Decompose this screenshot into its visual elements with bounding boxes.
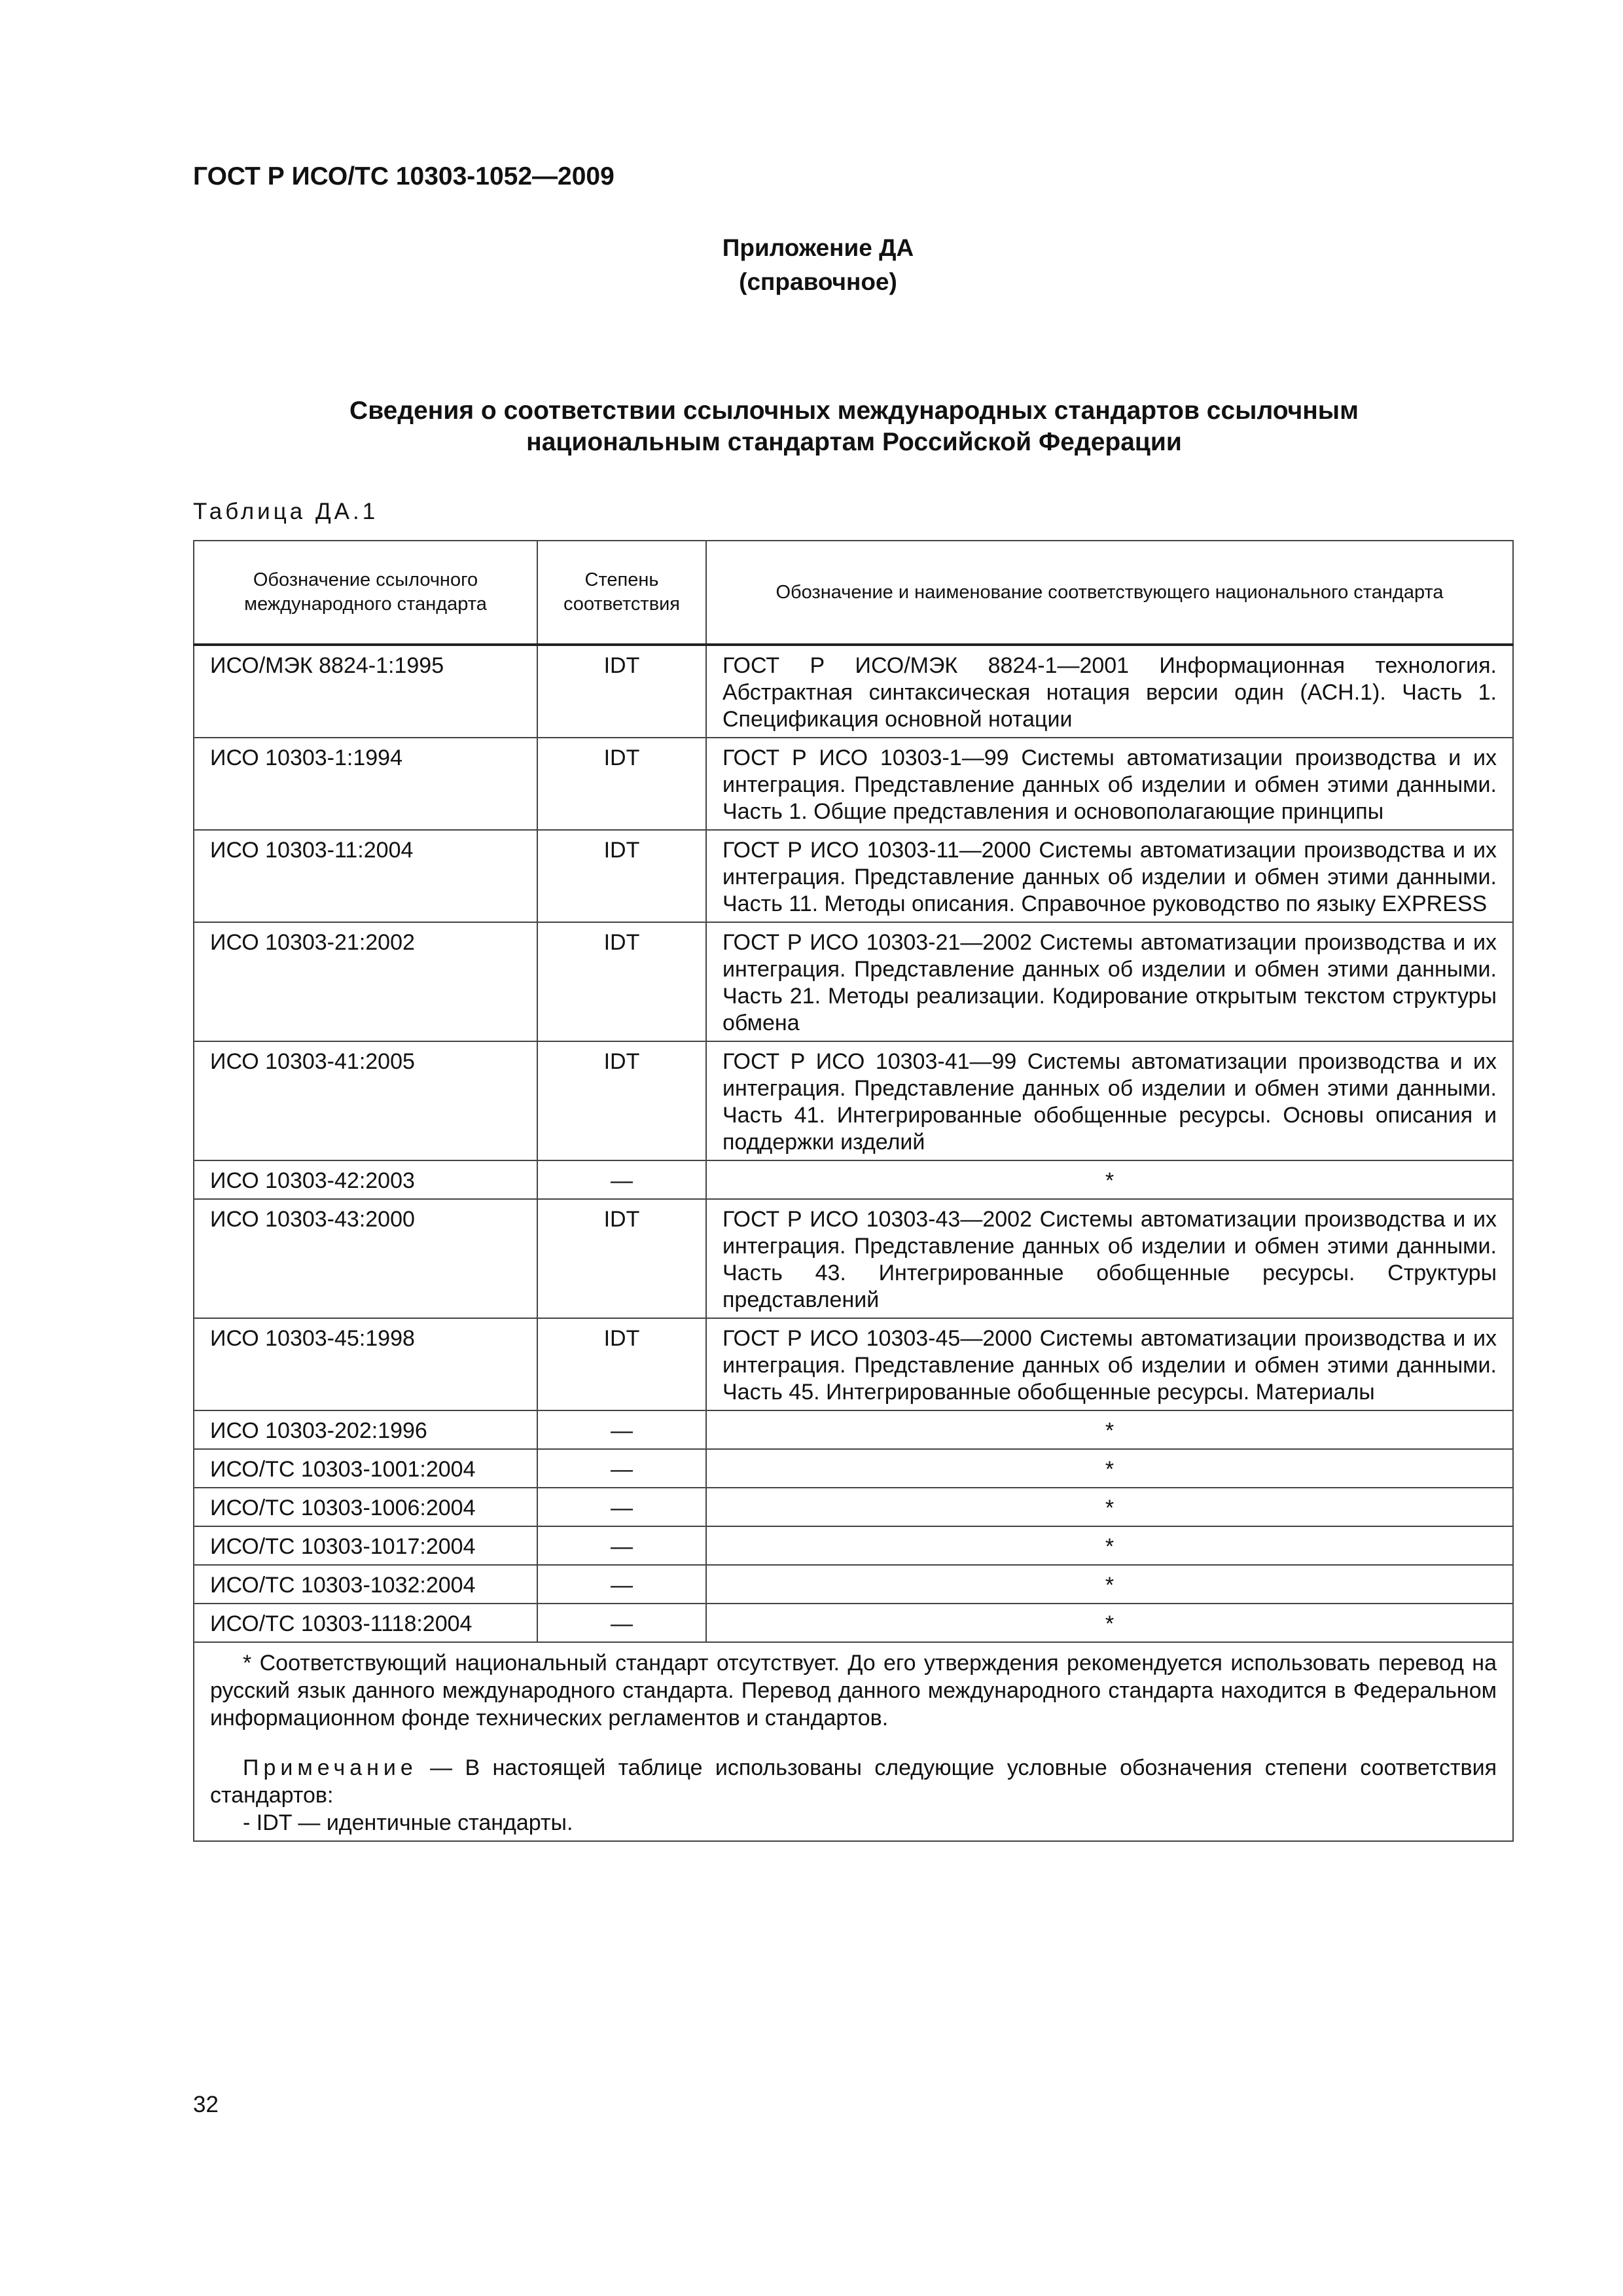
table-row bbox=[194, 1449, 1513, 1488]
section-title-line-2: национальным стандартам Российской Федерации bbox=[526, 428, 1182, 456]
cell-international-standard: ИСО 10303-202:1996 bbox=[194, 1410, 537, 1449]
section-title bbox=[193, 395, 1515, 458]
cell-national-standard: * bbox=[706, 1526, 1513, 1565]
cell-international-standard: ИСО/ТС 10303-1118:2004 bbox=[194, 1604, 537, 1642]
table-row bbox=[194, 1488, 1513, 1526]
cell-international-standard: ИСО/ТС 10303-1032:2004 bbox=[194, 1565, 537, 1604]
table-row bbox=[194, 830, 1513, 922]
cell-degree: — bbox=[537, 1160, 706, 1199]
cell-national-standard: ГОСТ Р ИСО 10303-41—99 Системы автоматизации производства и их интеграция. Представление данных об изделии и обмен этими данными. Часть 41. Интегрированные обобщенные ресурсы. Основы описания и поддержки изделий bbox=[706, 1041, 1513, 1160]
cell-degree: IDT bbox=[537, 922, 706, 1041]
table-row bbox=[194, 922, 1513, 1041]
cell-international-standard: ИСО 10303-21:2002 bbox=[194, 922, 537, 1041]
table-row bbox=[194, 1604, 1513, 1642]
cell-national-standard: ГОСТ Р ИСО 10303-21—2002 Системы автоматизации производства и их интеграция. Представление данных об изделии и обмен этими данными. Часть 21. Методы реализации. Кодирование открытым текстом структуры обмена bbox=[706, 922, 1513, 1041]
cell-degree: — bbox=[537, 1526, 706, 1565]
cell-international-standard: ИСО/МЭК 8824-1:1995 bbox=[194, 645, 537, 738]
cell-national-standard: ГОСТ Р ИСО 10303-45—2000 Системы автоматизации производства и их интеграция. Представление данных об изделии и обмен этими данными. Часть 45. Интегрированные обобщенные ресурсы. Материалы bbox=[706, 1318, 1513, 1410]
cell-degree: IDT bbox=[537, 1041, 706, 1160]
annex-title: Приложение ДА bbox=[722, 234, 914, 261]
table-row bbox=[194, 1041, 1513, 1160]
cell-international-standard: ИСО 10303-41:2005 bbox=[194, 1041, 537, 1160]
cell-degree: IDT bbox=[537, 738, 706, 830]
table-footer bbox=[194, 1642, 1513, 1841]
table-row bbox=[194, 1410, 1513, 1449]
cell-degree: — bbox=[537, 1604, 706, 1642]
standards-table bbox=[193, 540, 1514, 1842]
table-row bbox=[194, 1199, 1513, 1318]
document-code: ГОСТ Р ИСО/ТС 10303-1052—2009 bbox=[193, 162, 615, 190]
note-item: - IDT — идентичные стандарты. bbox=[243, 1810, 573, 1835]
cell-degree: — bbox=[537, 1565, 706, 1604]
annex-kind: (справочное) bbox=[739, 268, 897, 295]
table-footer-row bbox=[194, 1642, 1513, 1841]
footnote: * Соответствующий национальный стандарт отсутствует. До его утверждения рекомендуется использовать перевод на русский язык данного международного стандарта. Перевод данного международного стандарта находится в Федеральном информационном фонде технических регламентов и стандартов. bbox=[210, 1651, 1497, 1731]
cell-international-standard: ИСО 10303-1:1994 bbox=[194, 738, 537, 830]
cell-national-standard: ГОСТ Р ИСО/МЭК 8824-1—2001 Информационная технология. Абстрактная синтаксическая нотация версии один (АСН.1). Часть 1. Спецификация основной нотации bbox=[706, 645, 1513, 738]
table-row bbox=[194, 1318, 1513, 1410]
table-row bbox=[194, 1565, 1513, 1604]
cell-national-standard: ГОСТ Р ИСО 10303-11—2000 Системы автоматизации производства и их интеграция. Представление данных об изделии и обмен этими данными. Часть 11. Методы описания. Справочное руководство по языку EXPRESS bbox=[706, 830, 1513, 922]
cell-national-standard: ГОСТ Р ИСО 10303-1—99 Системы автоматизации производства и их интеграция. Представление данных об изделии и обмен этими данными. Часть 1. Общие представления и основополагающие принципы bbox=[706, 738, 1513, 830]
cell-degree: — bbox=[537, 1449, 706, 1488]
cell-national-standard: * bbox=[706, 1160, 1513, 1199]
cell-international-standard: ИСО 10303-43:2000 bbox=[194, 1199, 537, 1318]
cell-degree: IDT bbox=[537, 830, 706, 922]
table-row bbox=[194, 1526, 1513, 1565]
cell-international-standard: ИСО/ТС 10303-1006:2004 bbox=[194, 1488, 537, 1526]
table-row bbox=[194, 645, 1513, 738]
section-title-line-1: Сведения о соответствии ссылочных международных стандартов ссылочным bbox=[349, 397, 1359, 425]
cell-degree: IDT bbox=[537, 1318, 706, 1410]
header-national-standard: Обозначение и наименование соответствующего национального стандарта bbox=[706, 541, 1513, 645]
table-header-row bbox=[194, 541, 1513, 645]
cell-national-standard: * bbox=[706, 1565, 1513, 1604]
note-text: — В настоящей таблице использованы следующие условные обозначения степени соответствия стандартов: bbox=[210, 1755, 1497, 1808]
note bbox=[210, 1754, 1497, 1809]
header-degree: Степень соответствия bbox=[537, 541, 706, 645]
cell-international-standard: ИСО/ТС 10303-1001:2004 bbox=[194, 1449, 537, 1488]
cell-national-standard: * bbox=[706, 1604, 1513, 1642]
header-international-standard: Обозначение ссылочного международного стандарта bbox=[194, 541, 537, 645]
cell-degree: — bbox=[537, 1410, 706, 1449]
table-row bbox=[194, 738, 1513, 830]
cell-international-standard: ИСО 10303-45:1998 bbox=[194, 1318, 537, 1410]
table-row bbox=[194, 1160, 1513, 1199]
table-caption: Таблица ДА.1 bbox=[193, 499, 379, 524]
note-label: Примечание bbox=[243, 1755, 418, 1780]
cell-international-standard: ИСО 10303-11:2004 bbox=[194, 830, 537, 922]
cell-national-standard: * bbox=[706, 1410, 1513, 1449]
cell-national-standard: * bbox=[706, 1449, 1513, 1488]
cell-international-standard: ИСО 10303-42:2003 bbox=[194, 1160, 537, 1199]
cell-national-standard: * bbox=[706, 1488, 1513, 1526]
cell-degree: IDT bbox=[537, 1199, 706, 1318]
cell-degree: — bbox=[537, 1488, 706, 1526]
page-number: 32 bbox=[193, 2092, 219, 2117]
cell-international-standard: ИСО/ТС 10303-1017:2004 bbox=[194, 1526, 537, 1565]
cell-national-standard: ГОСТ Р ИСО 10303-43—2002 Системы автоматизации производства и их интеграция. Представление данных об изделии и обмен этими данными. Часть 43. Интегрированные обобщенные ресурсы. Структуры представлений bbox=[706, 1199, 1513, 1318]
cell-degree: IDT bbox=[537, 645, 706, 738]
